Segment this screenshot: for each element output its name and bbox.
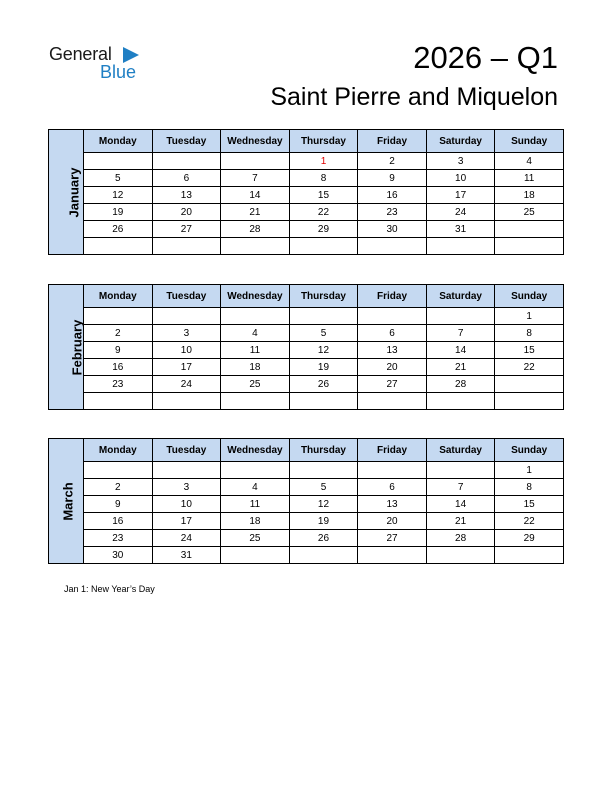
day-cell [221, 393, 290, 410]
day-cell: 18 [221, 359, 290, 376]
week-row [49, 325, 564, 342]
day-cell: 5 [84, 170, 153, 187]
day-cell: 23 [84, 376, 153, 393]
day-cell: 20 [358, 359, 427, 376]
day-cell [426, 547, 495, 564]
day-cell: 1 [495, 308, 564, 325]
day-cell [495, 238, 564, 255]
day-cell: 1 [289, 153, 358, 170]
day-cell [221, 308, 290, 325]
weekday-header-row [49, 439, 564, 462]
day-cell: 13 [152, 187, 221, 204]
day-cell: 15 [495, 496, 564, 513]
week-row [49, 496, 564, 513]
weekday-header: Monday [84, 285, 153, 308]
page-subtitle: Saint Pierre and Miquelon [270, 83, 558, 111]
day-cell: 17 [152, 359, 221, 376]
day-cell: 16 [84, 513, 153, 530]
week-row [49, 376, 564, 393]
day-cell: 4 [221, 479, 290, 496]
weekday-header: Tuesday [152, 285, 221, 308]
day-cell: 10 [152, 496, 221, 513]
day-cell [152, 308, 221, 325]
weekday-header: Friday [358, 439, 427, 462]
day-cell: 27 [358, 530, 427, 547]
weekday-header: Tuesday [152, 130, 221, 153]
day-cell: 26 [289, 376, 358, 393]
week-row [49, 204, 564, 221]
day-cell: 8 [495, 325, 564, 342]
day-cell [221, 238, 290, 255]
day-cell: 9 [358, 170, 427, 187]
weekday-header: Saturday [426, 439, 495, 462]
weekday-header: Wednesday [221, 130, 290, 153]
day-cell: 13 [358, 496, 427, 513]
day-cell: 24 [152, 376, 221, 393]
weekday-header: Sunday [495, 439, 564, 462]
week-row [49, 187, 564, 204]
calendar-january [48, 129, 564, 255]
day-cell: 17 [152, 513, 221, 530]
week-row [49, 308, 564, 325]
day-cell: 6 [358, 325, 427, 342]
day-cell [495, 393, 564, 410]
day-cell: 22 [289, 204, 358, 221]
day-cell: 23 [358, 204, 427, 221]
day-cell [358, 238, 427, 255]
day-cell: 29 [289, 221, 358, 238]
day-cell: 2 [358, 153, 427, 170]
day-cell: 19 [84, 204, 153, 221]
day-cell [495, 547, 564, 564]
week-row [49, 479, 564, 496]
day-cell: 24 [426, 204, 495, 221]
day-cell: 19 [289, 359, 358, 376]
day-cell: 14 [221, 187, 290, 204]
day-cell [289, 462, 358, 479]
weekday-header: Wednesday [221, 285, 290, 308]
month-label [49, 439, 84, 564]
day-cell [152, 153, 221, 170]
day-cell: 8 [495, 479, 564, 496]
weekday-header: Thursday [289, 439, 358, 462]
week-row [49, 170, 564, 187]
day-cell: 17 [426, 187, 495, 204]
page-title: 2026 – Q1 [413, 40, 558, 75]
day-cell [152, 393, 221, 410]
day-cell [358, 308, 427, 325]
month-name: January [66, 167, 82, 217]
calendar-february [48, 284, 564, 410]
weekday-header: Saturday [426, 285, 495, 308]
day-cell: 26 [84, 221, 153, 238]
day-cell: 16 [84, 359, 153, 376]
week-row [49, 359, 564, 376]
day-cell: 12 [84, 187, 153, 204]
day-cell: 21 [426, 513, 495, 530]
day-cell: 31 [426, 221, 495, 238]
day-cell: 5 [289, 325, 358, 342]
day-cell: 25 [221, 376, 290, 393]
calendar-march [48, 438, 564, 564]
week-row [49, 530, 564, 547]
weekday-header: Saturday [426, 130, 495, 153]
day-cell: 10 [152, 342, 221, 359]
day-cell: 20 [152, 204, 221, 221]
day-cell [426, 462, 495, 479]
day-cell [358, 462, 427, 479]
logo-general-text: General [49, 44, 112, 64]
day-cell [426, 308, 495, 325]
day-cell [289, 393, 358, 410]
weekday-header: Sunday [495, 285, 564, 308]
day-cell: 27 [152, 221, 221, 238]
day-cell: 6 [358, 479, 427, 496]
day-cell [84, 153, 153, 170]
day-cell [495, 221, 564, 238]
day-cell: 15 [495, 342, 564, 359]
week-row [49, 462, 564, 479]
day-cell: 11 [221, 342, 290, 359]
day-cell: 27 [358, 376, 427, 393]
day-cell: 28 [426, 530, 495, 547]
day-cell: 31 [152, 547, 221, 564]
day-cell: 29 [495, 530, 564, 547]
day-cell: 7 [221, 170, 290, 187]
logo-blue-text: Blue [100, 62, 137, 82]
week-row [49, 221, 564, 238]
day-cell [152, 238, 221, 255]
day-cell [426, 238, 495, 255]
day-cell [84, 238, 153, 255]
day-cell: 23 [84, 530, 153, 547]
day-cell: 21 [426, 359, 495, 376]
day-cell [358, 547, 427, 564]
day-cell [495, 376, 564, 393]
weekday-header-row [49, 285, 564, 308]
day-cell [289, 238, 358, 255]
day-cell: 24 [152, 530, 221, 547]
day-cell: 15 [289, 187, 358, 204]
weekday-header: Friday [358, 285, 427, 308]
day-cell [221, 462, 290, 479]
day-cell: 25 [495, 204, 564, 221]
day-cell: 11 [495, 170, 564, 187]
month-label [49, 130, 84, 255]
day-cell: 5 [289, 479, 358, 496]
day-cell: 14 [426, 342, 495, 359]
holiday-note: Jan 1: New Year’s Day [64, 584, 155, 594]
week-row [49, 238, 564, 255]
month-name: February [69, 319, 85, 375]
weekday-header: Thursday [289, 285, 358, 308]
day-cell: 12 [289, 342, 358, 359]
day-cell: 14 [426, 496, 495, 513]
day-cell: 10 [426, 170, 495, 187]
weekday-header: Sunday [495, 130, 564, 153]
week-row [49, 342, 564, 359]
weekday-header: Wednesday [221, 439, 290, 462]
weekday-header: Monday [84, 130, 153, 153]
day-cell: 7 [426, 479, 495, 496]
day-cell [221, 547, 290, 564]
day-cell: 28 [426, 376, 495, 393]
day-cell: 13 [358, 342, 427, 359]
day-cell [152, 462, 221, 479]
week-row [49, 393, 564, 410]
day-cell [84, 462, 153, 479]
week-row [49, 547, 564, 564]
day-cell: 3 [426, 153, 495, 170]
month-name: March [60, 481, 76, 521]
weekday-header: Thursday [289, 130, 358, 153]
day-cell: 18 [221, 513, 290, 530]
day-cell: 2 [84, 479, 153, 496]
day-cell: 28 [221, 221, 290, 238]
day-cell: 11 [221, 496, 290, 513]
day-cell: 1 [495, 462, 564, 479]
day-cell [221, 153, 290, 170]
weekday-header-row [49, 130, 564, 153]
weekday-header: Tuesday [152, 439, 221, 462]
day-cell [84, 308, 153, 325]
day-cell: 7 [426, 325, 495, 342]
logo-triangle-icon [123, 47, 139, 63]
weekday-header: Friday [358, 130, 427, 153]
day-cell [289, 308, 358, 325]
day-cell: 30 [358, 221, 427, 238]
day-cell: 26 [289, 530, 358, 547]
weekday-header: Monday [84, 439, 153, 462]
day-cell: 16 [358, 187, 427, 204]
day-cell: 9 [84, 496, 153, 513]
week-row [49, 153, 564, 170]
day-cell [84, 393, 153, 410]
week-row [49, 513, 564, 530]
day-cell [358, 393, 427, 410]
day-cell: 9 [84, 342, 153, 359]
day-cell: 4 [221, 325, 290, 342]
day-cell: 6 [152, 170, 221, 187]
day-cell: 12 [289, 496, 358, 513]
day-cell: 25 [221, 530, 290, 547]
day-cell: 20 [358, 513, 427, 530]
day-cell: 3 [152, 325, 221, 342]
day-cell [289, 547, 358, 564]
day-cell: 8 [289, 170, 358, 187]
month-label [49, 285, 84, 410]
day-cell: 4 [495, 153, 564, 170]
day-cell: 2 [84, 325, 153, 342]
day-cell: 19 [289, 513, 358, 530]
day-cell [426, 393, 495, 410]
generalblue-logo [49, 44, 149, 84]
day-cell: 22 [495, 513, 564, 530]
day-cell: 3 [152, 479, 221, 496]
day-cell: 30 [84, 547, 153, 564]
day-cell: 18 [495, 187, 564, 204]
day-cell: 22 [495, 359, 564, 376]
day-cell: 21 [221, 204, 290, 221]
